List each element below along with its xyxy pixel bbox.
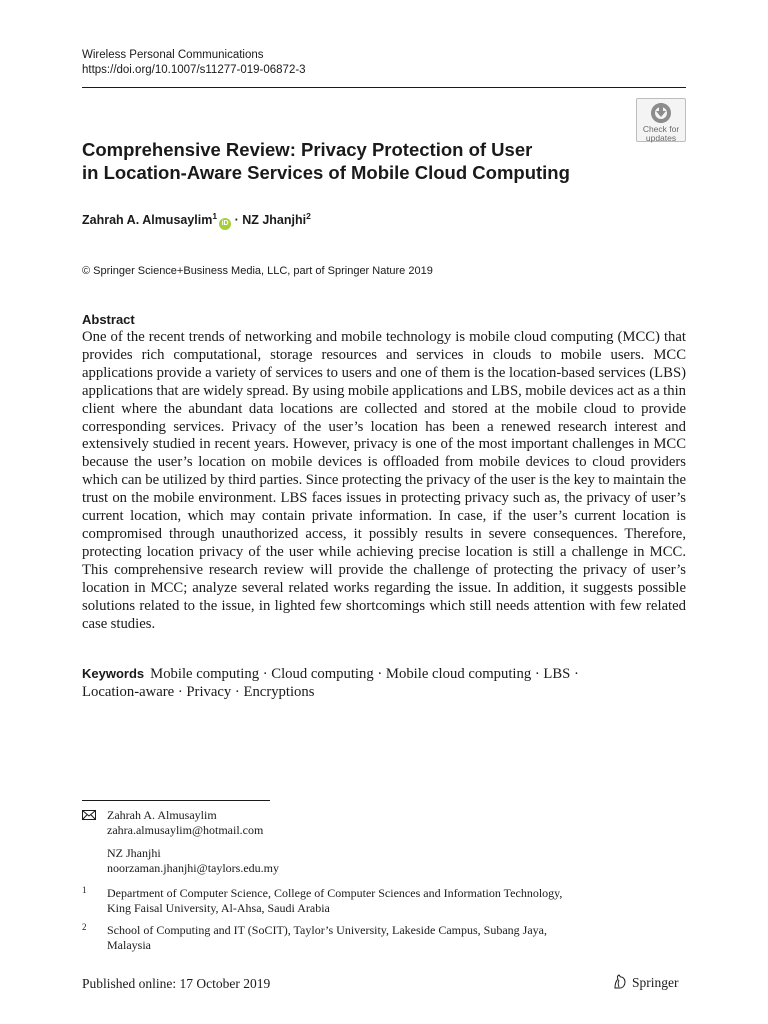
- paper-title: [82, 138, 642, 184]
- affiliation-line: King Faisal University, Al-Ahsa, Saudi Arabia: [107, 900, 330, 915]
- title-line2: in Location-Aware Services of Mobile Cloud Computing: [82, 162, 570, 183]
- affiliation-entry: [82, 886, 686, 915]
- springer-horse-icon: [612, 974, 628, 990]
- author-list: [82, 208, 311, 230]
- check-for-updates-badge[interactable]: [636, 98, 686, 142]
- publisher-logo[interactable]: [612, 974, 679, 991]
- orcid-icon[interactable]: iD: [219, 218, 231, 230]
- affiliation-line: Department of Computer Science, College of Computer Sciences and Information Technology,: [107, 886, 563, 900]
- author-separator: ·: [231, 213, 243, 227]
- published-date: Published online: 17 October 2019: [82, 976, 271, 991]
- affiliation-entry: [82, 923, 686, 952]
- contact-entry: [82, 846, 279, 875]
- affiliation-marker: 1: [212, 211, 218, 221]
- copyright-line: © Springer Science+Business Media, LLC, part of Springer Nature 2019: [82, 265, 433, 277]
- title-line1: Comprehensive Review: Privacy Protection of User: [82, 139, 533, 160]
- contact-email[interactable]: zahra.almusaylim@hotmail.com: [107, 822, 264, 837]
- corresponding-authors: [82, 808, 279, 884]
- keywords-block: [82, 665, 686, 701]
- affiliation-marker: 2: [306, 211, 311, 221]
- envelope-icon: [82, 810, 96, 820]
- abstract-body: One of the recent trends of networking and mobile technology is mobile cloud computing (MCC) that provides rich computational, storage resources and services in clouds to mobile users. MCC applications provide a variety of services to users and one of them is the location-based services (LBS) applications that are widely spread. By using mobile applications and LBS, mobile devices act as a thin client where the abundant data locations are collected and stored at the mobile cloud to provide corresponding services. Privacy of the user’s location has been a renewed research interest and extensively studied in recent years. However, privacy is one of the most important challenges in MCC because the user’s location on mobile devices is offloaded from mobile devices to cloud providers which can be utilized by third parties. Since protecting the privacy of the user is the key to maintain the trust on the mobile environment. LBS faces issues in protecting privacy such as, the privacy of user’s current location, which may contain private information. In case, if the user’s current location is compromised through unauthorized access, it possibly results in severe consequences. Therefore, protecting location privacy of the user while achieving precise location is still a challenge in MCC. This comprehensive research review will provide the challenge of protecting the privacy of user’s location in MCC; analyze several related works regarding the issue. In addition, it suggests possible solutions related to the issue, in lighted few shortcomings which still needs attention with few related case studies.: [82, 329, 686, 632]
- affiliations: [82, 886, 686, 960]
- contact-name: Zahrah A. Almusaylim: [107, 808, 217, 822]
- author-name[interactable]: NZ Jhanjhi: [242, 213, 307, 227]
- abstract-heading: Abstract: [82, 312, 135, 327]
- affiliation-number: 2: [82, 922, 87, 932]
- affiliation-line: School of Computing and IT (SoCIT), Taylor’s University, Lakeside Campus, Subang Jaya,: [107, 923, 547, 937]
- check-badge-line1: Check for: [642, 124, 680, 134]
- check-badge-line2: updates: [645, 132, 677, 143]
- affiliation-number: 1: [82, 885, 87, 895]
- keywords-line1: Mobile computing · Cloud computing · Mobile cloud computing · LBS ·: [150, 666, 579, 682]
- contact-name: NZ Jhanjhi: [107, 846, 161, 860]
- running-header: [82, 48, 306, 78]
- footnote-divider: [82, 800, 270, 801]
- contact-entry: [82, 808, 279, 837]
- doi-link[interactable]: https://doi.org/10.1007/s11277-019-06872-3: [82, 64, 306, 76]
- keywords-label: Keywords: [82, 666, 145, 681]
- contact-email[interactable]: noorzaman.jhanjhi@taylors.edu.my: [107, 860, 280, 875]
- check-for-updates-icon: [650, 102, 672, 124]
- publisher-name: Springer: [632, 975, 679, 990]
- keywords-line2: Location-aware · Privacy · Encryptions: [82, 684, 315, 700]
- journal-name: Wireless Personal Communications: [82, 49, 264, 61]
- author-name[interactable]: Zahrah A. Almusaylim: [82, 213, 213, 227]
- header-divider: [82, 87, 686, 88]
- affiliation-line: Malaysia: [107, 937, 151, 952]
